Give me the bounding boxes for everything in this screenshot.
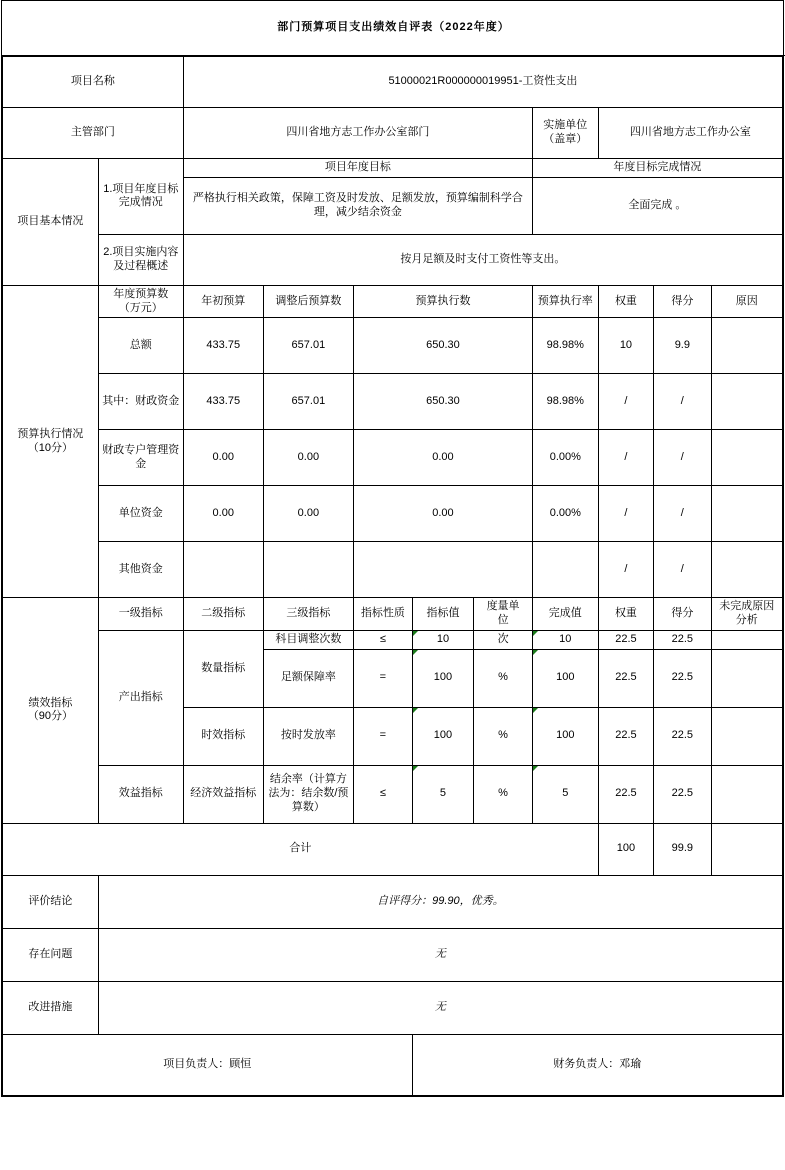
perf-row-unit: %: [474, 765, 533, 823]
perf-row-reason: [711, 765, 782, 823]
budget-col-executed: 预算执行数: [354, 285, 533, 318]
budget-col-adjusted: 调整后预算数: [263, 285, 353, 318]
budget-section-label-line2: （10分）: [27, 441, 73, 454]
budget-row-reason: [711, 486, 782, 542]
project-name-value: 51000021R000000019951-工资性支出: [183, 57, 782, 108]
budget-row-adjusted: 657.01: [263, 374, 353, 430]
budget-row-score: /: [654, 374, 711, 430]
perf-row-unit: 次: [474, 630, 533, 649]
performance-row: [3, 630, 783, 649]
performance-section-label: [3, 598, 99, 823]
budget-row: [3, 318, 783, 374]
supervising-dept-label: 主管部门: [3, 108, 184, 159]
budget-row-executed: 650.30: [354, 318, 533, 374]
perf-row-reason: [711, 707, 782, 765]
finance-leader-signature: 财务负责人：邓瑜: [412, 1034, 782, 1095]
implementation-label: 2.项目实施内容及过程概述: [98, 234, 183, 285]
problems-text: 无: [98, 928, 782, 981]
perf-row-actual: 10: [532, 630, 598, 649]
annual-goal-header: 项目年度目标: [183, 159, 532, 178]
perf-row-actual: 100: [532, 707, 598, 765]
perf-group-economic: 经济效益指标: [183, 765, 263, 823]
performance-row: [3, 765, 783, 823]
perf-col-level3: 三级指标: [263, 598, 353, 631]
annual-goal-text: 严格执行相关政策，保障工资及时发放、足额发放，预算编制科学合理，减少结余资金: [183, 177, 532, 234]
perf-row-target: 100: [412, 707, 474, 765]
budget-row-name: 单位资金: [98, 486, 183, 542]
annual-goal-completion-label: 1.项目年度目标完成情况: [98, 159, 183, 235]
budget-section-label-line1: 预算执行情况: [17, 427, 84, 440]
perf-col-unit-line2: 位: [497, 614, 509, 626]
main-table: [2, 56, 783, 1096]
perf-row-weight: 22.5: [598, 765, 653, 823]
basic-info-section-label: 项目基本情况: [3, 159, 99, 286]
perf-col-level2: 二级指标: [183, 598, 263, 631]
supervising-dept-value: 四川省地方志工作办公室部门: [183, 108, 532, 159]
budget-row-rate: [532, 542, 598, 598]
budget-section-label: [3, 285, 99, 598]
perf-row-target: 100: [412, 649, 474, 707]
perf-col-actual: 完成值: [532, 598, 598, 631]
budget-row-adjusted: 0.00: [263, 430, 353, 486]
budget-row-adjusted: 0.00: [263, 486, 353, 542]
budget-col-initial: 年初预算: [183, 285, 263, 318]
perf-row-level3: 结余率（计算方法为：结余数/预算数）: [263, 765, 353, 823]
perf-group-quantity: 数量指标: [183, 630, 263, 707]
page-title: 部门预算项目支出绩效自评表（2022年度）: [2, 1, 785, 56]
perf-group-output: 产出指标: [98, 630, 183, 765]
perf-row-unit: %: [474, 707, 533, 765]
budget-row-rate: 0.00%: [532, 486, 598, 542]
budget-row-name: 其中：财政资金: [98, 374, 183, 430]
perf-row-nature: =: [354, 707, 413, 765]
budget-row-score: /: [654, 486, 711, 542]
budget-row-score: /: [654, 430, 711, 486]
budget-row: [3, 542, 783, 598]
performance-evaluation-sheet: [1, 0, 784, 1097]
measures-label: 改进措施: [3, 981, 99, 1034]
performance-section-label-line1: 绩效指标: [28, 696, 73, 709]
budget-row-weight: /: [598, 430, 653, 486]
total-reason: [711, 823, 782, 875]
perf-col-score: 得分: [654, 598, 711, 631]
budget-row-executed: 0.00: [354, 486, 533, 542]
budget-col-rate: 预算执行率: [532, 285, 598, 318]
perf-row-score: 22.5: [654, 707, 711, 765]
budget-col-reason: 原因: [711, 285, 782, 318]
implementing-unit-value: 四川省地方志工作办公室: [598, 108, 782, 159]
perf-row-reason: [711, 649, 782, 707]
measures-text: 无: [98, 981, 782, 1034]
budget-row: [3, 430, 783, 486]
perf-row-weight: 22.5: [598, 707, 653, 765]
budget-row-weight: /: [598, 486, 653, 542]
perf-group-benefit: 效益指标: [98, 765, 183, 823]
project-name-label: 项目名称: [3, 57, 184, 108]
perf-row-weight: 22.5: [598, 649, 653, 707]
budget-col-annual-line2: （万元）: [118, 301, 163, 314]
budget-header-row: [3, 285, 783, 318]
goal-header-row: [3, 159, 783, 178]
budget-col-annual-line1: 年度预算数: [113, 287, 169, 300]
total-row: [3, 823, 783, 875]
perf-row-nature: =: [354, 649, 413, 707]
budget-row-adjusted: 657.01: [263, 318, 353, 374]
problems-label: 存在问题: [3, 928, 99, 981]
conclusion-label: 评价结论: [3, 875, 99, 928]
budget-row-reason: [711, 318, 782, 374]
problems-row: [3, 928, 783, 981]
perf-col-level1: 一级指标: [98, 598, 183, 631]
perf-row-nature: ≤: [354, 765, 413, 823]
budget-row-rate: 98.98%: [532, 374, 598, 430]
budget-row-executed: [354, 542, 533, 598]
budget-row-name: 总额: [98, 318, 183, 374]
implementing-unit-label-line1: 实施单位: [543, 119, 588, 132]
perf-col-unit: [474, 598, 533, 631]
implementing-unit-label: [532, 108, 598, 159]
budget-row-initial: 433.75: [183, 318, 263, 374]
budget-row-score: /: [654, 542, 711, 598]
conclusion-row: [3, 875, 783, 928]
perf-row-reason: [711, 630, 782, 649]
budget-col-weight: 权重: [598, 285, 653, 318]
annual-completion-text: 全面完成 。: [532, 177, 782, 234]
budget-row-weight: /: [598, 374, 653, 430]
budget-row-name: 财政专户管理资金: [98, 430, 183, 486]
perf-row-level3: 足额保障率: [263, 649, 353, 707]
perf-col-reason: [711, 598, 782, 631]
perf-col-reason-line1: 未完成原因: [719, 600, 775, 613]
signature-row: [3, 1034, 783, 1095]
budget-row-weight: 10: [598, 318, 653, 374]
perf-row-level3: 按时发放率: [263, 707, 353, 765]
title-table: [2, 1, 785, 56]
perf-row-level3: 科目调整次数: [263, 630, 353, 649]
budget-row-score: 9.9: [654, 318, 711, 374]
budget-row-reason: [711, 374, 782, 430]
perf-row-nature: ≤: [354, 630, 413, 649]
budget-row-weight: /: [598, 542, 653, 598]
perf-row-actual: 100: [532, 649, 598, 707]
perf-row-target: 10: [412, 630, 474, 649]
budget-row-initial: 433.75: [183, 374, 263, 430]
total-label: 合计: [3, 823, 599, 875]
perf-row-score: 22.5: [654, 630, 711, 649]
budget-row-name: 其他资金: [98, 542, 183, 598]
perf-row-unit: %: [474, 649, 533, 707]
perf-col-weight: 权重: [598, 598, 653, 631]
budget-row-rate: 0.00%: [532, 430, 598, 486]
perf-col-nature: 指标性质: [354, 598, 413, 631]
budget-row: [3, 486, 783, 542]
perf-row-target: 5: [412, 765, 474, 823]
project-name-row: [3, 57, 783, 108]
supervising-dept-row: [3, 108, 783, 159]
budget-col-annual: [98, 285, 183, 318]
total-score: 99.9: [654, 823, 711, 875]
budget-row-reason: [711, 542, 782, 598]
perf-row-weight: 22.5: [598, 630, 653, 649]
budget-row-initial: 0.00: [183, 486, 263, 542]
perf-col-target: 指标值: [412, 598, 474, 631]
budget-row-executed: 650.30: [354, 374, 533, 430]
project-leader-signature: 项目负责人：顾恒: [3, 1034, 413, 1095]
measures-row: [3, 981, 783, 1034]
conclusion-text: 自评得分：99.90，优秀。: [98, 875, 782, 928]
budget-row-adjusted: [263, 542, 353, 598]
budget-row: [3, 374, 783, 430]
budget-row-rate: 98.98%: [532, 318, 598, 374]
budget-col-score: 得分: [654, 285, 711, 318]
implementation-row: [3, 234, 783, 285]
annual-completion-header: 年度目标完成情况: [532, 159, 782, 178]
total-weight: 100: [598, 823, 653, 875]
perf-col-unit-line1: 度量单: [486, 600, 520, 613]
budget-row-initial: 0.00: [183, 430, 263, 486]
budget-row-reason: [711, 430, 782, 486]
perf-row-score: 22.5: [654, 765, 711, 823]
budget-row-executed: 0.00: [354, 430, 533, 486]
perf-row-actual: 5: [532, 765, 598, 823]
perf-group-timeliness: 时效指标: [183, 707, 263, 765]
perf-row-score: 22.5: [654, 649, 711, 707]
implementing-unit-label-line2: （盖章）: [543, 133, 588, 145]
performance-header-row: [3, 598, 783, 631]
perf-col-reason-line2: 分析: [735, 614, 758, 626]
budget-row-initial: [183, 542, 263, 598]
performance-section-label-line2: （90分）: [27, 710, 73, 723]
implementation-text: 按月足额及时支付工资性等支出。: [183, 234, 782, 285]
